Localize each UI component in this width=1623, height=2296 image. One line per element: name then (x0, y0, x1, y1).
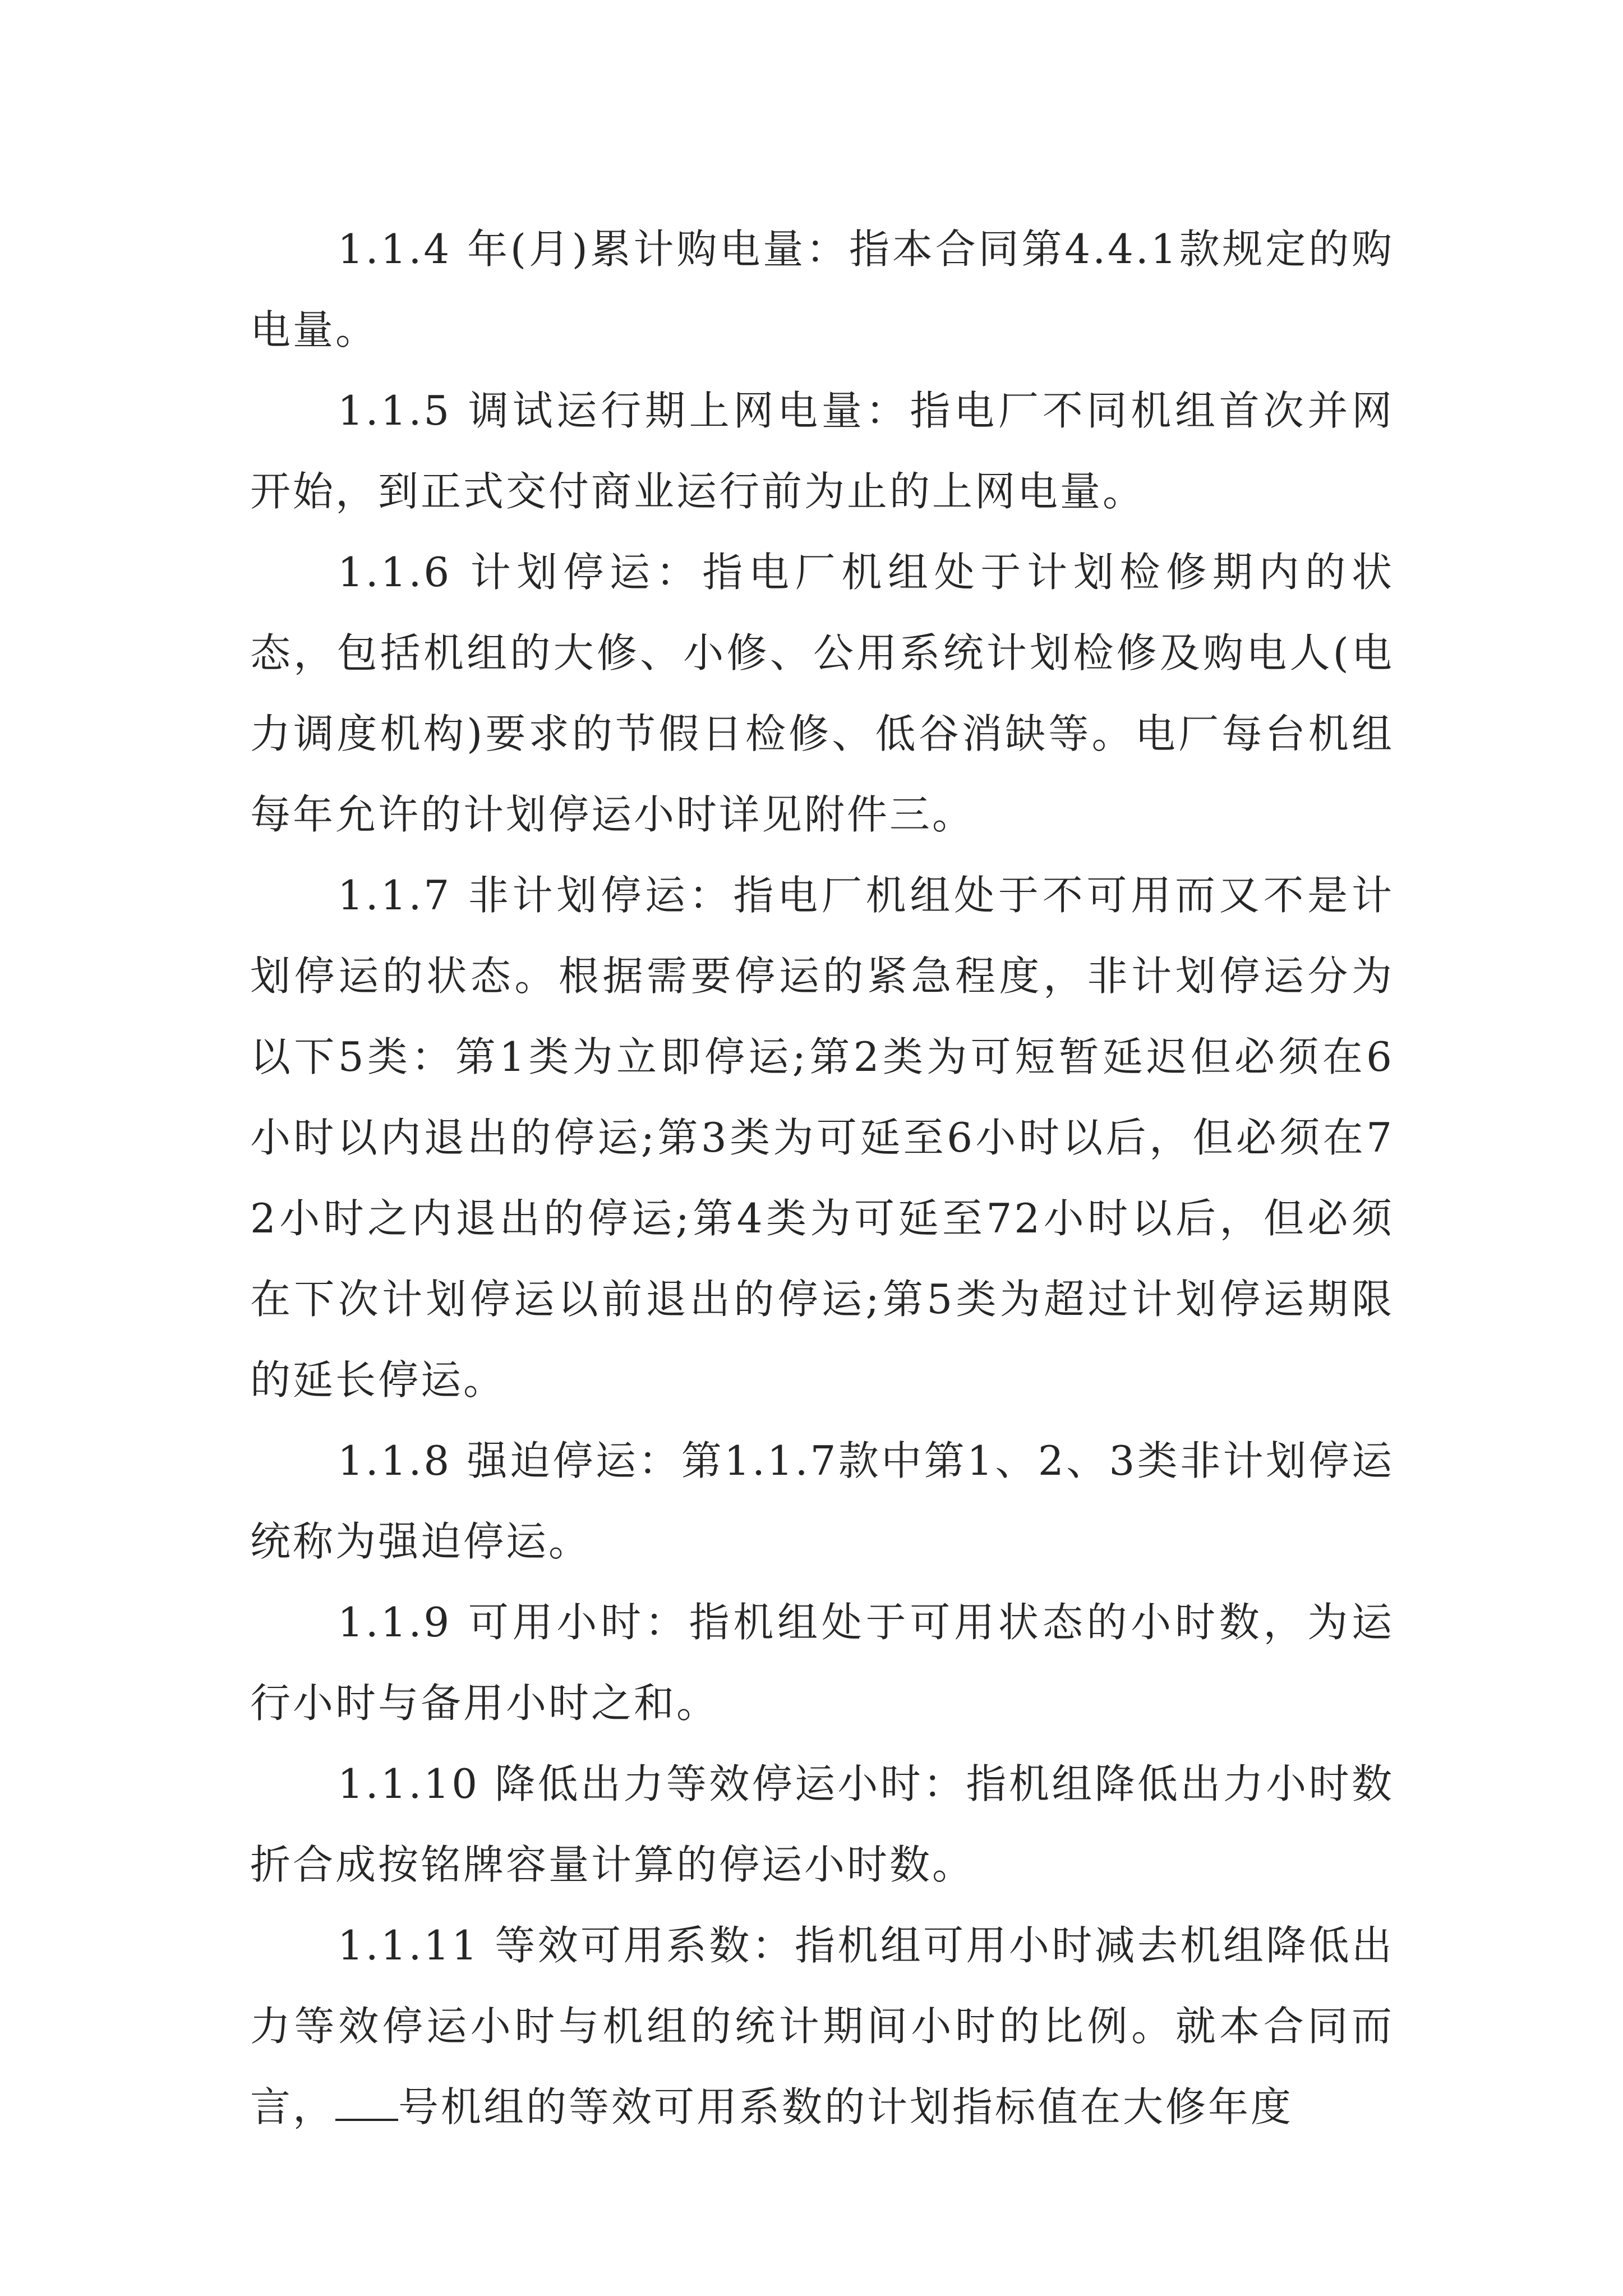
clause-1-1-11-text-after: 号机组的等效可用系数的计划指标值在大修年度 (398, 2083, 1294, 2131)
contract-text-body (250, 209, 1394, 2147)
clause-1-1-11 (250, 1905, 1394, 2147)
clause-1-1-9: 1.1.9 可用小时：指机组处于可用状态的小时数，为运行小时与备用小时之和。 (250, 1599, 1394, 1727)
clause-1-1-5: 1.1.5 调试运行期上网电量：指电厂不同机组首次并网开始，到正式交付商业运行前为止的上网电量。 (250, 387, 1394, 515)
clause-1-1-6: 1.1.6 计划停运：指电厂机组处于计划检修期内的状态，包括机组的大修、小修、公用系统计划检修及购电人(电力调度机构)要求的节假日检修、低谷消缺等。电厂每台机组每年允许的计划停运小时详见附件三。 (250, 549, 1394, 838)
clause-1-1-7: 1.1.7 非计划停运：指电厂机组处于不可用而又不是计划停运的状态。根据需要停运的紧急程度，非计划停运分为以下5类：第1类为立即停运;第2类为可短暂延迟但必须在6小时以内退出的停运;第3类为可延至6小时以后，但必须在72小时之内退出的停运;第4类为可延至72小时以后，但必须在下次计划停运以前退出的停运;第5类为超过计划停运期限的延长停运。 (250, 872, 1394, 1404)
clause-1-1-11-text-before: 1.1.11 等效可用系数：指机组可用小时减去机组降低出力等效停运小时与机组的统计期间小时的比例。就本合同而言， (250, 1922, 1394, 2131)
clause-1-1-8: 1.1.8 强迫停运：第1.1.7款中第1、2、3类非计划停运统称为强迫停运。 (250, 1437, 1394, 1565)
fill-in-blank-unit-number (335, 2079, 398, 2121)
clause-1-1-10: 1.1.10 降低出力等效停运小时：指机组降低出力小时数折合成按铭牌容量计算的停运小时数。 (250, 1760, 1394, 1888)
clause-1-1-4: 1.1.4 年(月)累计购电量：指本合同第4.4.1款规定的购电量。 (250, 226, 1394, 353)
